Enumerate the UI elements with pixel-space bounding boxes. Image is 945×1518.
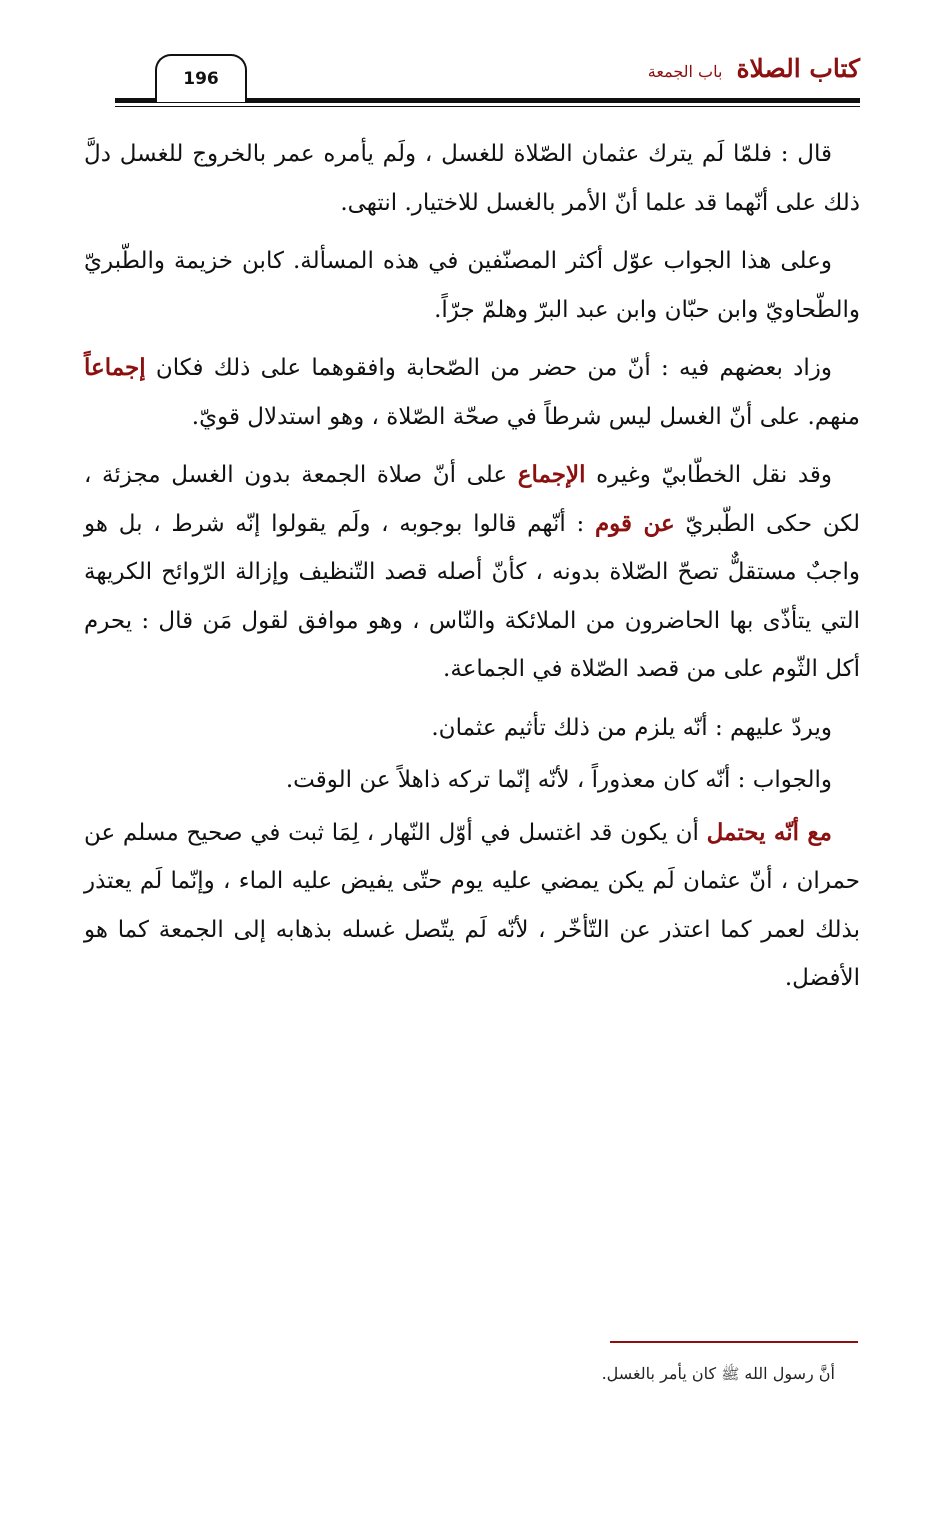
paragraph <box>84 130 860 227</box>
text-segment: وقد نقل الخطّابيّ وغيره <box>585 462 832 488</box>
text-segment: منهم. على أنّ الغسل ليس شرطاً في صحّة الصّلاة ، وهو استدلال قويّ. <box>191 403 860 430</box>
paragraph <box>84 756 860 805</box>
paragraph <box>84 451 860 694</box>
footnote <box>602 1364 835 1387</box>
footnote-rule <box>610 1341 858 1343</box>
text-segment: على أنّ صلاة الجمعة بدون الغسل مجزئة ، لكن حكى الطّبريّ <box>84 462 861 537</box>
text-segment: وعلى هذا الجواب عوّل أكثر المصنّفين في هذه المسألة. كابن خزيمة والطّبريّ والطّحاويّ وابن حبّان وابن عبد البرّ وهلمّ جرّاً. <box>84 248 860 323</box>
text-segment: ويردّ عليهم : أنّه يلزم من ذلك تأثيم عثمان. <box>431 714 832 741</box>
paragraph <box>84 809 860 1003</box>
text-segment: وزاد بعضهم فيه : أنّ من حضر من الصّحابة وافقوهما على ذلك فكان <box>145 355 832 381</box>
paragraph <box>84 344 860 441</box>
text-segment: قال : فلمّا لَم يترك عثمان الصّلاة للغسل ، ولَم يأمره عمر بالخروج للغسل دلَّ ذلك على أنّهما قد علما أنّ الأمر بالغسل للاختيار. انتهى. <box>84 141 860 216</box>
header-titles <box>648 54 860 83</box>
highlighted-term: مع أنّه يحتمل <box>706 818 832 846</box>
paragraph <box>84 704 860 753</box>
highlighted-term: الإجماع <box>517 461 586 488</box>
highlighted-term: عن قوم <box>594 509 675 537</box>
paragraph <box>84 237 860 334</box>
page-number: 196 <box>155 54 247 102</box>
page-header <box>115 48 860 108</box>
text-segment: أن يكون قد اغتسل في أوّل النّهار ، لِمَا ثبت في صحيح مسلم عن حمران ، أنّ عثمان لَم يكن يمضي عليه يوم حتّى يفيض عليه الماء ، وإنّما لَم يعتذر بذلك لعمر كما اعتذر عن التّأخّر ، لأنّه لَم يتّصل غسله بذهابه إلى الجمعة كما هو الأفضل. <box>84 819 860 991</box>
footnote-text: أنَّ رسول الله <box>739 1364 835 1383</box>
text-segment: : أنّهم قالوا بوجوبه ، ولَم يقولوا إنّه شرط ، بل هو واجبٌ مستقلٌّ تصحّ الصّلاة بدونه ، كأنّ أصله قصد التّنظيف وإزالة الرّوائح الكريهة التي يتأذّى بها الحاضرون من الملائكة والنّاس ، وهو موافق لقول مَن قال : يحرم أكل الثّوم على من قصد الصّلاة في الجماعة. <box>84 510 860 682</box>
chapter-title: باب الجمعة <box>647 62 723 81</box>
header-rule-thin <box>115 106 860 107</box>
main-text <box>84 130 860 1013</box>
book-title: كتاب الصلاة <box>736 54 860 83</box>
footnote-text: كان يأمر بالغسل. <box>601 1364 722 1383</box>
salawat-symbol: ﷺ <box>721 1365 740 1383</box>
text-segment: والجواب : أنّه كان معذوراً ، لأنّه إنّما تركه ذاهلاً عن الوقت. <box>285 767 832 793</box>
highlighted-term: إجماعاً <box>84 354 146 381</box>
